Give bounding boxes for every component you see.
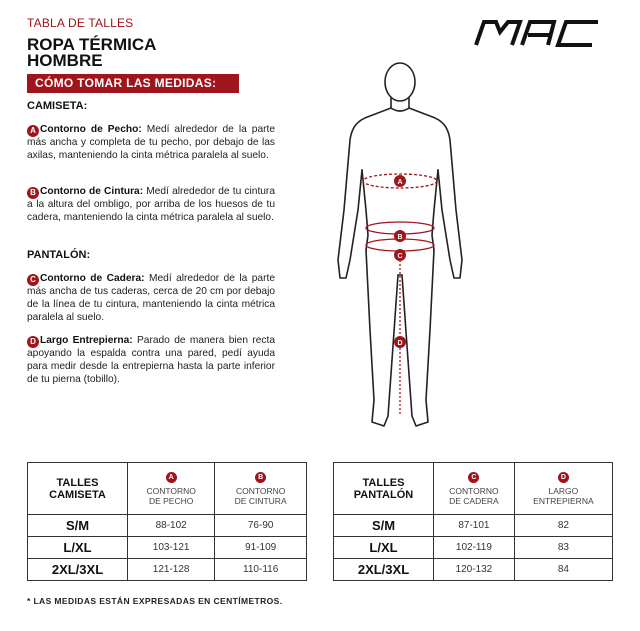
size-cell: 2XL/3XL: [334, 559, 434, 581]
figure-label-a: A: [397, 179, 403, 186]
brand-name: MAC: [470, 18, 473, 19]
measure-text: Medí alrededor de la parte más ancha de tus caderas, cerca de 20 cm por debajo de la línea de tu cintura, manteniendo la cinta métrica paralela al suelo.: [27, 273, 275, 323]
measure-text: Medí alrededor de la parte más ancha y completa de tu pecho, por debajo de las axilas, manteniendo la cinta métrica paralela al suelo.: [27, 124, 276, 161]
badge-b: B: [27, 187, 39, 199]
badge-a: A: [27, 125, 39, 137]
units-footnote: * LAS MEDIDAS ESTÁN EXPRESADAS EN CENTÍMETROS.: [27, 596, 283, 606]
table-row: [334, 537, 613, 559]
hip-badge: C: [468, 472, 479, 483]
badge-c: C: [27, 274, 39, 286]
inseam-column-header: D LARGO ENTREPIERNA: [514, 463, 612, 515]
measure-text: Parado de manera bien recta apoyando la espalda contra una pared, pedí ayuda para medir desde la entrepierna hasta la parte inferior de tu pierna (tobillo).: [27, 335, 275, 385]
badge-d: D: [27, 336, 39, 348]
doc-subtitle: TABLA DE TALLES: [27, 16, 134, 30]
pants-size-table: [333, 462, 613, 581]
chest-column-header: A CONTORNO DE PECHO: [128, 463, 215, 515]
size-cell: L/XL: [28, 537, 128, 559]
waist-cell: 91-109: [215, 537, 307, 559]
table-row: [28, 537, 307, 559]
table-row: [334, 515, 613, 537]
measure-name: Contorno de Cadera:: [40, 273, 145, 284]
figure-label-b: B: [397, 234, 403, 241]
size-cell: S/M: [334, 515, 434, 537]
chest-cell: 121-128: [128, 559, 215, 581]
size-cell: L/XL: [334, 537, 434, 559]
measure-waist: [27, 186, 275, 225]
inseam-cell: 82: [514, 515, 612, 537]
pants-table-header: TALLES PANTALÓN: [334, 463, 434, 515]
waist-badge: B: [255, 472, 266, 483]
hip-column-header: C CONTORNO DE CADERA: [434, 463, 515, 515]
figure-label-d: D: [397, 340, 403, 347]
pants-section-label: PANTALÓN:: [27, 249, 91, 261]
measure-name: Largo Entrepierna:: [40, 335, 133, 346]
inseam-cell: 84: [514, 559, 612, 581]
size-cell: 2XL/3XL: [28, 559, 128, 581]
table-row: [28, 559, 307, 581]
measure-name: Contorno de Cintura:: [40, 186, 144, 197]
title-line-1: ROPA TÉRMICA: [27, 35, 157, 54]
measure-chest: [27, 124, 275, 163]
measure-inseam: [27, 335, 275, 386]
doc-title: [27, 37, 156, 69]
inseam-cell: 83: [514, 537, 612, 559]
hip-cell: 102-119: [434, 537, 515, 559]
waist-cell: 76-90: [215, 515, 307, 537]
table-row: [334, 559, 613, 581]
how-to-measure-banner: CÓMO TOMAR LAS MEDIDAS:: [27, 74, 239, 93]
measure-hip: [27, 273, 275, 324]
hip-cell: 120-132: [434, 559, 515, 581]
inseam-badge: D: [558, 472, 569, 483]
brand-logo: [470, 18, 612, 48]
shirt-table-header: TALLES CAMISETA: [28, 463, 128, 515]
table-row: [28, 515, 307, 537]
body-figure-illustration: [300, 60, 500, 450]
chest-cell: 103-121: [128, 537, 215, 559]
chest-badge: A: [166, 472, 177, 483]
title-line-2: HOMBRE: [27, 51, 103, 70]
hip-cell: 87-101: [434, 515, 515, 537]
waist-column-header: B CONTORNO DE CINTURA: [215, 463, 307, 515]
chest-cell: 88-102: [128, 515, 215, 537]
figure-label-c: C: [397, 253, 403, 260]
measure-name: Contorno de Pecho:: [40, 124, 142, 135]
size-cell: S/M: [28, 515, 128, 537]
measure-text: Medí alrededor de tu cintura a la altura del ombligo, por arriba de los huesos de tu cadera, manteniendo la cinta métrica paralela al suelo.: [27, 186, 275, 223]
shirt-size-table: [27, 462, 307, 581]
shirt-section-label: CAMISETA:: [27, 100, 88, 112]
waist-cell: 110-116: [215, 559, 307, 581]
